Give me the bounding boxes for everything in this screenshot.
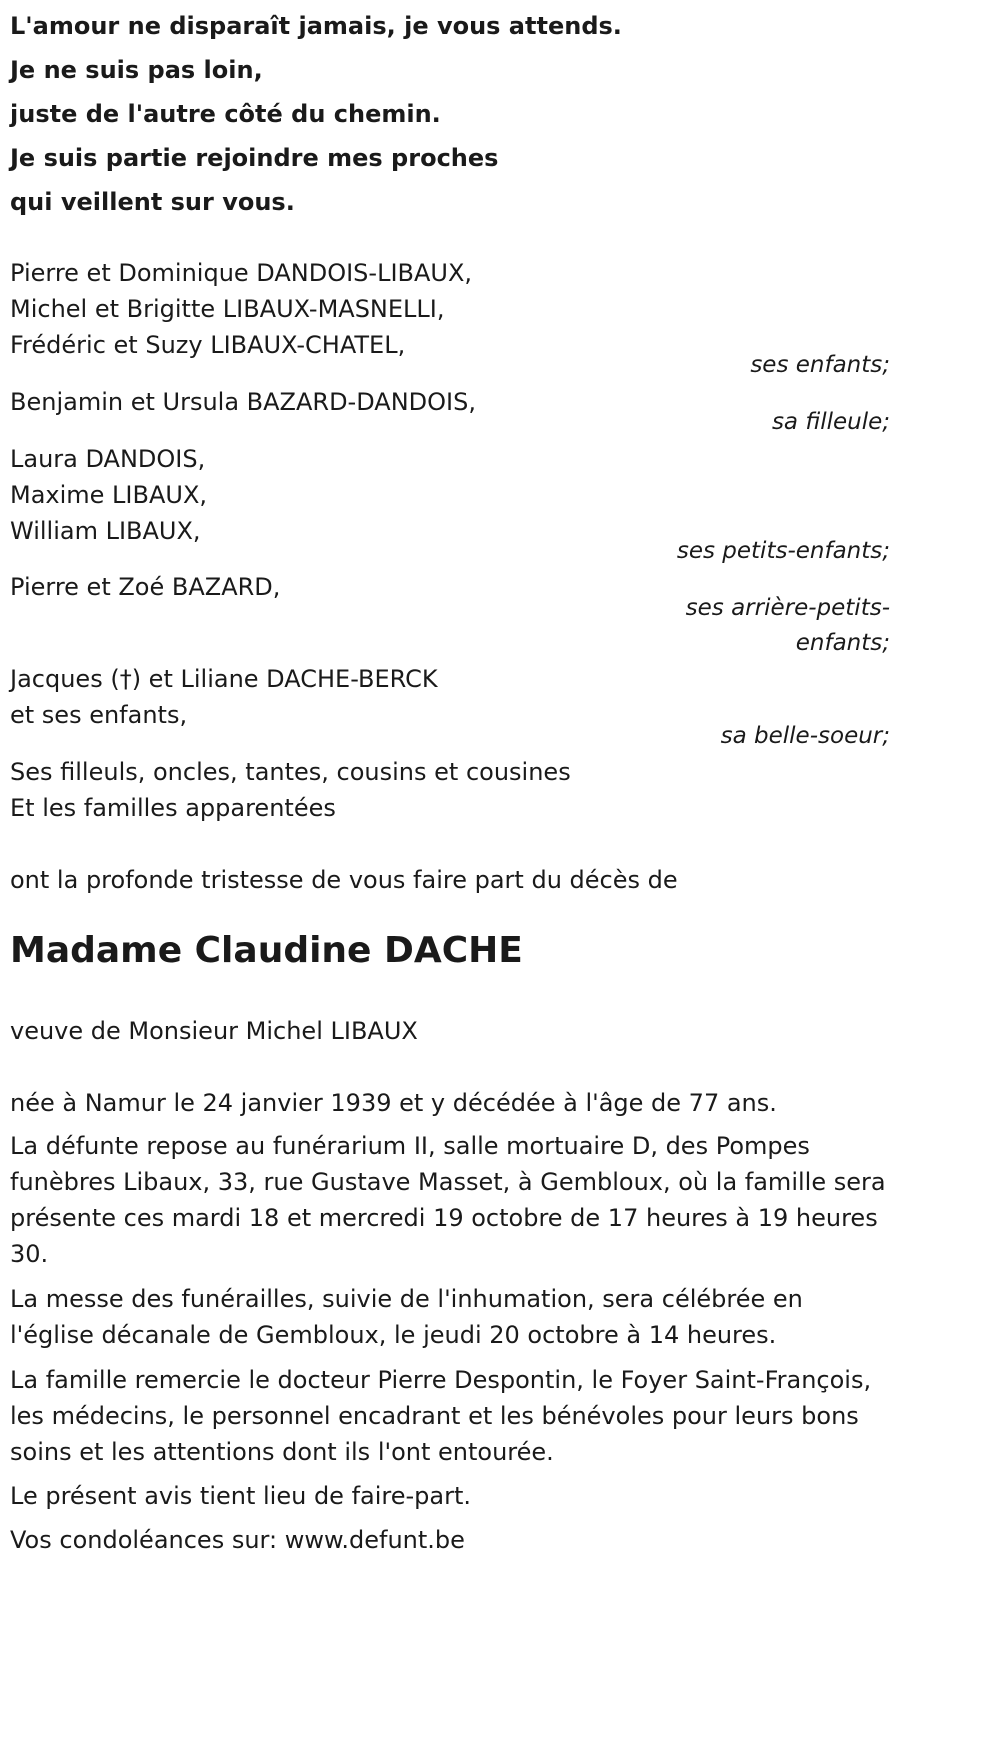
extended-family-line: Et les familles apparentées [10, 794, 336, 822]
poem [10, 6, 890, 226]
poem-line: Je ne suis pas loin, [10, 56, 263, 84]
goddaughter-name: Benjamin et Ursula BAZARD-DANDOIS, [10, 388, 476, 416]
great-grandchildren-role: enfants; [795, 630, 890, 656]
notice-text: Le présent avis tient lieu de faire-part. [10, 1482, 472, 1510]
child-name: Michel et Brigitte LIBAUX-MASNELLI, [10, 295, 445, 323]
poem-line: juste de l'autre côté du chemin. [10, 100, 441, 128]
extended-family-block [10, 754, 890, 826]
grandchild-name: Laura DANDOIS, [10, 445, 206, 473]
extended-family-line: Ses filleuls, oncles, tantes, cousins et cousines [10, 758, 571, 786]
child-name: Frédéric et Suzy LIBAUX-CHATEL, [10, 331, 406, 359]
deceased-name: Madame Claudine DACHE [10, 930, 523, 971]
grandchild-name: William LIBAUX, [10, 517, 201, 545]
great-grandchildren-role: ses arrière-petits- [685, 595, 890, 621]
wake-details: La défunte repose au funérarium II, salle mortuaire D, des Pompes funèbres Libaux, 33, rue Gustave Masset, à Gembloux, où la famille sera présente ces mardi 18 et mercredi 19 octobre de 17 heures à 19 heures 30. [10, 1132, 886, 1268]
grandchild-name: Maxime LIBAUX, [10, 481, 208, 509]
birth-death: née à Namur le 24 janvier 1939 et y décédée à l'âge de 77 ans. [10, 1089, 777, 1117]
great-grandchildren-name: Pierre et Zoé BAZARD, [10, 573, 281, 601]
child-name: Pierre et Dominique DANDOIS-LIBAUX, [10, 259, 473, 287]
widow-of: veuve de Monsieur Michel LIBAUX [10, 1017, 418, 1045]
condolences-link[interactable]: Vos condoléances sur: www.defunt.be [10, 1526, 465, 1554]
funeral-details: La messe des funérailles, suivie de l'inhumation, sera célébrée en l'église décanale de Gembloux, le jeudi 20 octobre à 14 heures. [10, 1285, 803, 1349]
children-role: ses enfants; [750, 352, 890, 378]
grandchildren-role: ses petits-enfants; [676, 538, 890, 564]
poem-line: Je suis partie rejoindre mes proches [10, 144, 499, 172]
sister-in-law-name: Jacques (†) et Liliane DACHE-BERCK [10, 665, 438, 693]
poem-line: L'amour ne disparaît jamais, je vous attends. [10, 12, 622, 40]
announcement: ont la profonde tristesse de vous faire part du décès de [10, 866, 678, 894]
sister-in-law-role: sa belle-soeur; [720, 723, 890, 749]
goddaughter-role: sa filleule; [771, 409, 890, 435]
poem-line: qui veillent sur vous. [10, 188, 295, 216]
thanks: La famille remercie le docteur Pierre Despontin, le Foyer Saint-François, les médecins, le personnel encadrant et les bénévoles pour leurs bons soins et les attentions dont ils l'ont entourée. [10, 1366, 872, 1466]
sister-in-law-name: et ses enfants, [10, 701, 188, 729]
